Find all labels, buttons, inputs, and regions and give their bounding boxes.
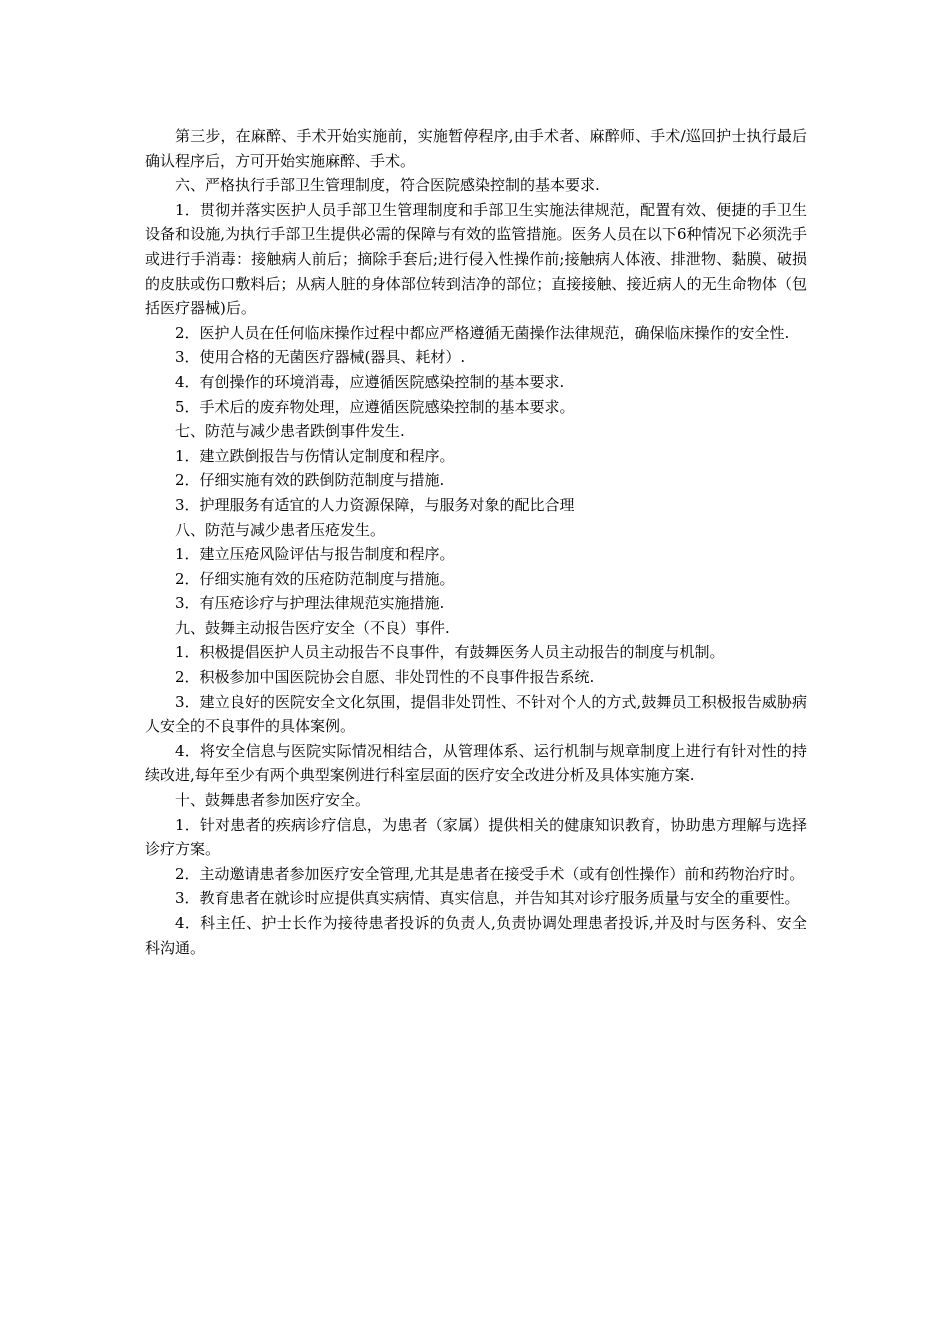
list-item: 1．积极提倡医护人员主动报告不良事件，有鼓舞医务人员主动报告的制度与机制。 bbox=[175, 643, 725, 662]
section-heading-fall-prevention: 七、防范与减少患者跌倒事件发生. bbox=[175, 422, 405, 441]
list-item: 5．手术后的废弃物处理，应遵循医院感染控制的基本要求。 bbox=[175, 397, 575, 416]
list-item: 4．科主任、护士长作为接待患者投诉的负责人,负责协调处理患者投诉,并及时与医务科、安全科沟通。 bbox=[145, 914, 807, 957]
section-heading-hand-hygiene: 六、严格执行手部卫生管理制度，符合医院感染控制的基本要求. bbox=[175, 176, 600, 195]
list-item: 3．建立良好的医院安全文化氛围，提倡非处罚性、不针对个人的方式,鼓舞员工积极报告威胁病人安全的不良事件的具体案例。 bbox=[145, 692, 807, 736]
list-item: 2．仔细实施有效的压疮防范制度与措施。 bbox=[175, 569, 455, 588]
list-item: 3．有压疮诊疗与护理法律规范实施措施. bbox=[175, 594, 445, 613]
list-item: 3．使用合格的无菌医疗器械(器具、耗材）. bbox=[175, 348, 466, 367]
section-heading-pressure-ulcer: 八、防范与减少患者压疮发生。 bbox=[175, 520, 386, 539]
list-item: 3．教育患者在就诊时应提供真实病情、真实信息，并告知其对诊疗服务质量与安全的重要性。 bbox=[175, 889, 800, 908]
list-item: 2．主动邀请患者参加医疗安全管理,尤其是患者在接受手术（或有创性操作）前和药物治疗时。 bbox=[175, 864, 805, 883]
list-item: 2．仔细实施有效的跌倒防范制度与措施. bbox=[175, 471, 445, 490]
section-heading-patient-participation: 十、鼓舞患者参加医疗安全。 bbox=[175, 791, 371, 810]
list-item: 1．建立压疮风险评估与报告制度和程序。 bbox=[175, 545, 455, 564]
section-heading-adverse-event-reporting: 九、鼓舞主动报告医疗安全（不良）事件. bbox=[175, 618, 450, 637]
document-body bbox=[145, 124, 807, 960]
list-item: 3．护理服务有适宜的人力资源保障，与服务对象的配比合理 bbox=[175, 495, 575, 514]
list-item: 1．针对患者的疾病诊疗信息，为患者（家属）提供相关的健康知识教育，协助患方理解与选择诊疗方案。 bbox=[145, 815, 807, 859]
paragraph-step-three: 第三步，在麻醉、手术开始实施前，实施暂停程序,由手术者、麻醉师、手术/巡回护士执行最后确认程序后，方可开始实施麻醉、手术。 bbox=[145, 127, 807, 170]
list-item: 4．有创操作的环境消毒，应遵循医院感染控制的基本要求. bbox=[175, 372, 565, 391]
list-item: 2．积极参加中国医院协会自愿、非处罚性的不良事件报告系统. bbox=[175, 668, 595, 687]
list-item: 2．医护人员在任何临床操作过程中都应严格遵循无菌操作法律规范，确保临床操作的安全性. bbox=[175, 323, 790, 342]
list-item: 4．将安全信息与医院实际情况相结合，从管理体系、运行机制与规章制度上进行有针对性的持续改进,每年至少有两个典型案例进行科室层面的医疗安全改进分析及具体实施方案. bbox=[145, 741, 807, 785]
list-item: 1．贯彻并落实医护人员手部卫生管理制度和手部卫生实施法律规范，配置有效、便捷的手卫生设备和设施,为执行手部卫生提供必需的保障与有效的监管措施。医务人员在以下6种情况下必须洗手或进行手消毒：接触病人前后；摘除手套后;进行侵入性操作前;接触病人体液、排泄物、黏膜、破损的皮肤或伤口敷料后；从病人脏的身体部位转到洁净的部位；直接接触、接近病人的无生命物体（包括医疗器械)后。 bbox=[145, 200, 807, 318]
list-item: 1．建立跌倒报告与伤情认定制度和程序。 bbox=[175, 446, 455, 465]
